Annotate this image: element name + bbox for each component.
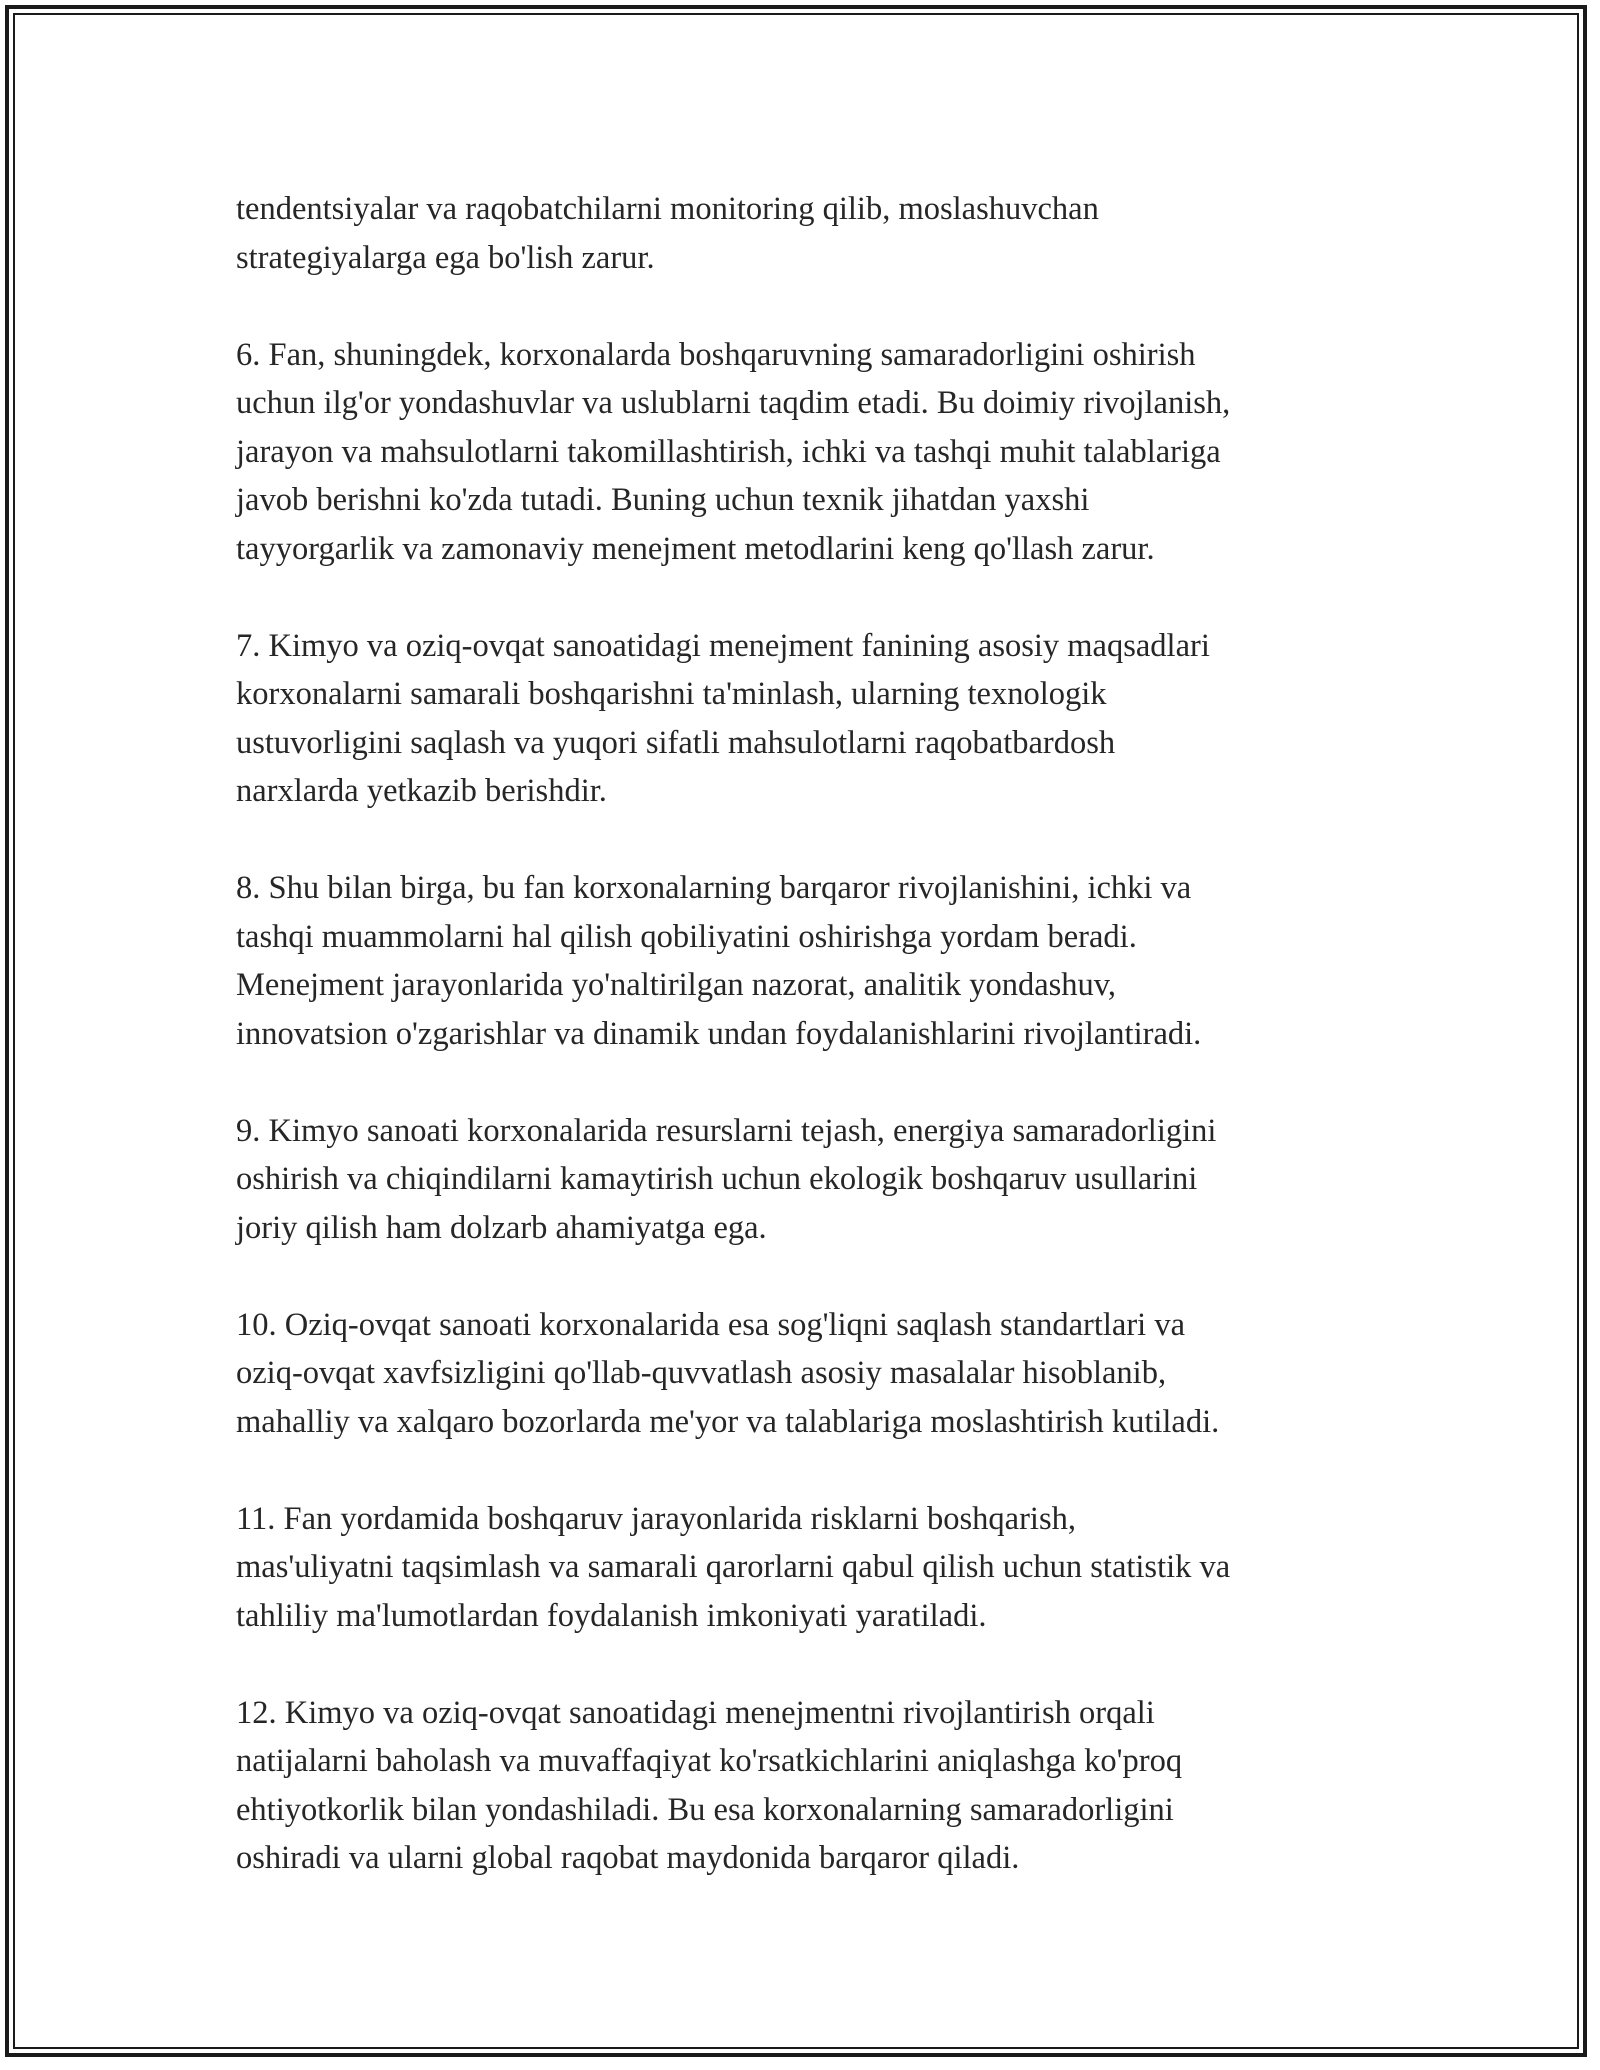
paragraph-11: 11. Fan yordamida boshqaruv jarayonlarida risklarni boshqarish, mas'uliyatni taqsimlash va samarali qarorlarni qabul qilish uchun statistik va tahliliy ma'lumotlardan foydalanish imkoniyati yaratiladi. [236, 1500, 1231, 1634]
paragraph-8: 8. Shu bilan birga, bu fan korxonalarning barqaror rivojlanishini, ichki va tashqi muammolarni hal qilish qobiliyatini oshirishga yordam beradi. Menejment jarayonlarida yo'naltirilgan nazorat, analitik yondashuv, innovatsion o'zgarishlar va dinamik undan foydalanishlarini rivojlantiradi. [236, 870, 1202, 1052]
paragraph-10: 10. Oziq-ovqat sanoati korxonalarida esa sog'liqni saqlash standartlari va oziq-ovqat xavfsizligini qo'llab-quvvatlash asosiy masalalar hisoblanib, mahalliy va xalqaro bozorlarda me'yor va talablariga moslashtirish kutiladi. [236, 1306, 1220, 1440]
paragraph-12: 12. Kimyo va oziq-ovqat sanoatidagi menejmentni rivojlantirish orqali natijalarni baholash va muvaffaqiyat ko'rsatkichlarini aniqlashga ko'proq ehtiyotkorlik bilan yondashiladi. Bu esa korxonalarning samaradorligini oshiradi va ularni global raqobat maydonida barqaror qiladi. [236, 1694, 1183, 1876]
paragraph-6: 6. Fan, shuningdek, korxonalarda boshqaruvning samaradorligini oshirish uchun ilg'or yondashuvlar va uslublarni taqdim etadi. Bu doimiy rivojlanish, jarayon va mahsulotlarni takomillashtirish, ichki va tashqi muhit talablariga javob berishni ko'zda tutadi. Buning uchun texnik jihatdan yaxshi tayyorgarlik va zamonaviy menejment metodlarini keng qo'llash zarur. [236, 336, 1231, 567]
paragraph-continuation: tendentsiyalar va raqobatchilarni monitoring qilib, moslashuvchan strategiyalarga ega bo'lish zarur. [236, 191, 1099, 276]
document-body [236, 185, 1386, 1931]
paragraph-9: 9. Kimyo sanoati korxonalarida resurslarni tejash, energiya samaradorligini oshirish va chiqindilarni kamaytirish uchun ekologik boshqaruv usullarini joriy qilish ham dolzarb ahamiyatga ega. [236, 1112, 1217, 1246]
paragraph-7: 7. Kimyo va oziq-ovqat sanoatidagi menejment fanining asosiy maqsadlari korxonalarni samarali boshqarishni ta'minlash, ularning texnologik ustuvorligini saqlash va yuqori sifatli mahsulotlarni raqobatbardosh narxlarda yetkazib berishdir. [236, 627, 1210, 809]
